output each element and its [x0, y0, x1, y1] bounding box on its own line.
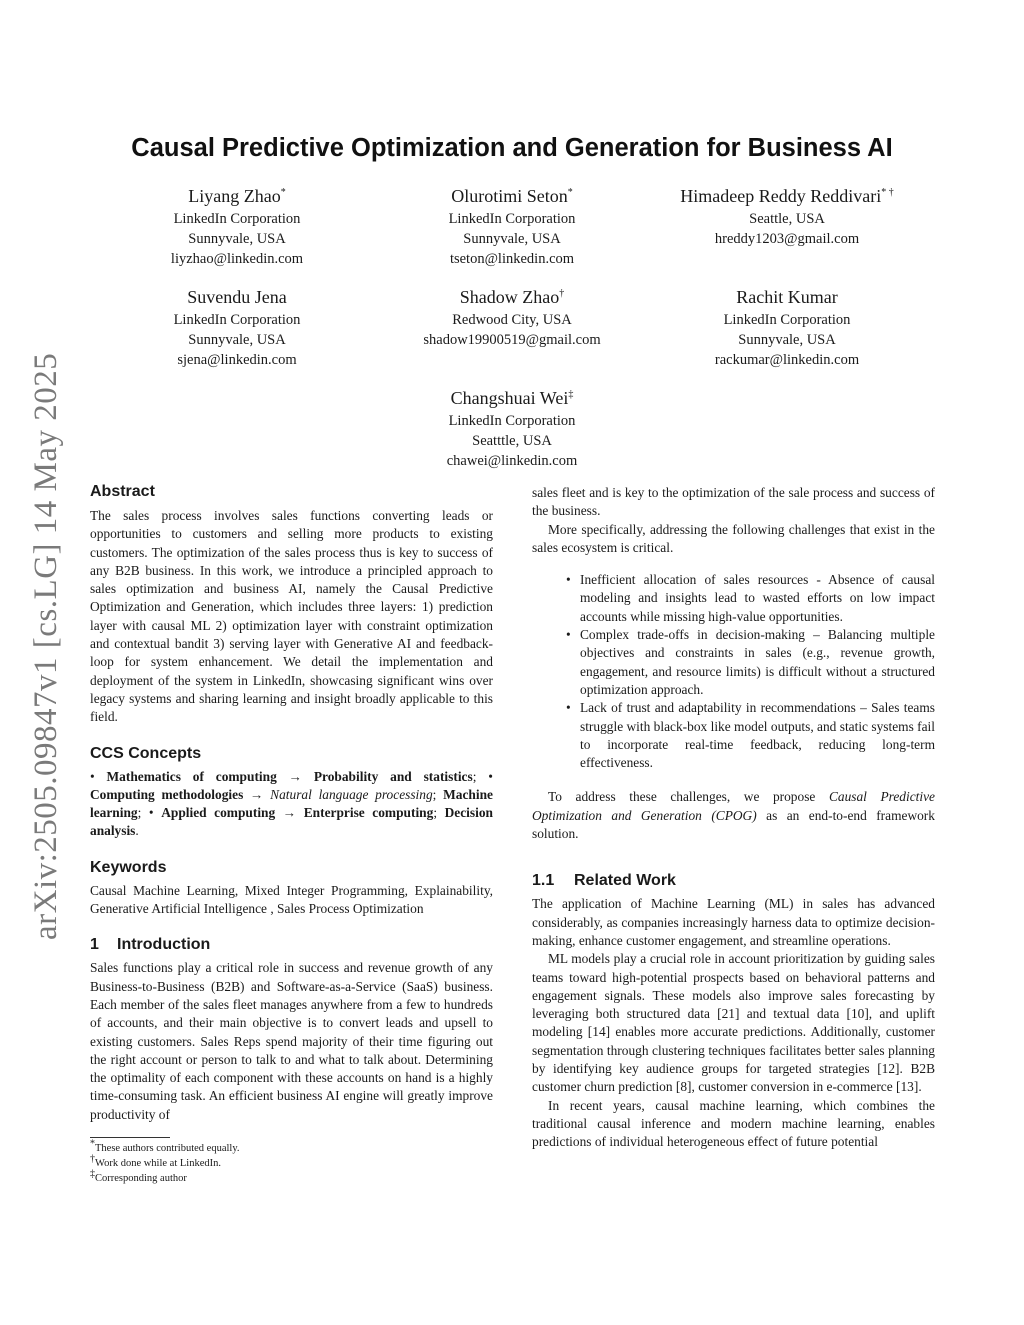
author-name: Shadow Zhao† — [459, 287, 565, 307]
author-affiliation: LinkedIn Corporation — [448, 211, 576, 227]
author-name: Changshuai Wei‡ — [450, 388, 574, 408]
author-email: chawei@linkedin.com — [446, 453, 578, 469]
author-location: Sunnyvale, USA — [738, 332, 836, 348]
paper-title: Causal Predictive Optimization and Generation for Business AI — [131, 134, 893, 162]
list-item: • Complex trade-offs in decision-making – Balancing multiple objectives and constraints in sales (e.g., revenue growth, engagement, and resource limits) is difficult without a structured optimization approach. — [580, 626, 935, 699]
footnote-equal-contribution: *These authors contributed equally. — [90, 1138, 240, 1154]
arxiv-identifier: arXiv:2505.09847v1 [cs.LG] 14 May 2025 — [28, 352, 64, 940]
author-name: Liyang Zhao* — [188, 186, 286, 206]
author-email: sjena@linkedin.com — [177, 352, 297, 368]
author-email: liyzhao@linkedin.com — [170, 251, 304, 267]
author-email: rackumar@linkedin.com — [714, 352, 860, 368]
author-liyang-zhao — [107, 184, 367, 269]
related-work-heading: 1.1 Related Work — [532, 872, 676, 890]
author-affiliation: LinkedIn Corporation — [173, 312, 301, 328]
challenges-list — [532, 571, 935, 772]
author-rachit-kumar — [657, 285, 917, 370]
ccs-concepts: • Mathematics of computing → Probability and statistics; • Computing methodologies → Natural language processing; Machine learning; • Applied computing → Enterprise computing; Decision analysis. — [90, 768, 493, 839]
author-location: Seattle, USA — [749, 211, 825, 227]
keywords-heading: Keywords — [90, 858, 167, 876]
ccs-heading: CCS Concepts — [90, 744, 202, 762]
right-column — [532, 484, 935, 1152]
list-item: • Lack of trust and adaptability in recommendations – Sales teams struggle with black-box like model outputs, and static systems fail to incorporate real-time feedback, reducing long-term effectiveness. — [580, 699, 935, 772]
author-name: Suvendu Jena — [187, 287, 287, 307]
author-changshuai-wei — [382, 386, 642, 471]
related-paragraph-3: In recent years, causal machine learning, which combines the traditional causal inference and modern machine learning, enables predictions of individual heterogeneous effect of future potential — [532, 1097, 935, 1150]
author-email: hreddy1203@gmail.com — [714, 231, 860, 247]
author-location: Redwood City, USA — [452, 312, 572, 328]
keywords-text: Causal Machine Learning, Mixed Integer Programming, Explainability, Generative Artificial Intelligence , Sales Process Optimization — [90, 882, 493, 917]
abstract-text: The sales process involves sales functions converting leads or opportunities to customers and selling more products to existing customers. The optimization of the sales process thus is key to success of any B2B business. In this work, we introduce a principled approach to sales optimization and business AI, namely the Causal Predictive Optimization and Generation, which includes three layers: 1) prediction layer with causal ML 2) optimization layer with constraint optimization and contextual bandit 3) serving layer with Generative AI and feedback-loop for system enhancement. We detail the implementation and deployment of the system in LinkedIn, showcasing significant wins over legacy systems and sharing learning and insight broadly applicable to this field. — [90, 508, 493, 725]
right-paragraph-3: To address these challenges, we propose Causal Predictive Optimization and Generation (CPOG) as an end-to-end framework solution. — [532, 789, 935, 842]
right-paragraph-2: More specifically, addressing the following challenges that exist in the sales ecosystem is critical. — [532, 521, 935, 555]
list-item: • Inefficient allocation of sales resources - Absence of causal modeling and insights lead to wasted efforts on low impact accounts while missing high-value opportunities. — [580, 571, 935, 626]
author-shadow-zhao — [382, 285, 642, 350]
author-name: Himadeep Reddy Reddivari* † — [680, 186, 894, 206]
related-paragraph-1: The application of Machine Learning (ML) in sales has advanced considerably, as companies increasingly harness data to optimize decision-making, enhance customer engagement, and streamline operations. — [532, 896, 935, 948]
footnote-rule — [90, 1137, 170, 1138]
right-paragraph-1: sales fleet and is key to the optimization of the sale process and success of the business. — [532, 485, 935, 519]
author-location: Sunnyvale, USA — [188, 332, 286, 348]
footnotes — [90, 1138, 493, 1186]
author-name: Olurotimi Seton* — [451, 186, 573, 206]
author-location: Sunnyvale, USA — [463, 231, 561, 247]
author-himadeep-reddivari — [647, 184, 927, 249]
author-affiliation: LinkedIn Corporation — [173, 211, 301, 227]
author-email: shadow19900519@gmail.com — [423, 332, 601, 348]
related-paragraph-2: ML models play a crucial role in account prioritization by guiding sales teams toward high-potential prospects based on behavioral patterns and engagement signals. These models also improve sales forecasting by leveraging both structured data [21] and textual data [10], and uplift modeling [14] enables more accurate predictions. Additionally, customer segmentation through clustering techniques facilitates better sales planning by identifying key audience groups for targeted strategies [12]. B2B customer churn prediction [8], customer conversion in e-commerce [13]. — [532, 951, 935, 1095]
author-suvendu-jena — [107, 285, 367, 370]
author-affiliation: LinkedIn Corporation — [448, 413, 576, 429]
introduction-text: Sales functions play a critical role in success and revenue growth of any Business-to-Business (B2B) and Software-as-a-Service (SaaS) business. Each member of the sales fleet manages anywhere from a few to hundreds of accounts, and their main objective is to convert leads and upsell to existing customers. Sales Reps spend majority of their time figuring out the right account or person to talk to and what to talk about. Determining the optimality of each component with these accounts on hand is a highly time-consuming task. An efficient business AI engine will greatly improve productivity of — [90, 960, 493, 1122]
author-olurotimi-seton — [382, 184, 642, 269]
author-location: Sunnyvale, USA — [188, 231, 286, 247]
footnote-linkedin: †Work done while at LinkedIn. — [90, 1153, 221, 1169]
author-email: tseton@linkedin.com — [449, 251, 575, 267]
introduction-heading: 1 Introduction — [90, 936, 211, 954]
author-name: Rachit Kumar — [736, 287, 838, 307]
left-column — [90, 482, 493, 1124]
footnote-corresponding: ‡Corresponding author — [90, 1168, 187, 1184]
author-affiliation: LinkedIn Corporation — [723, 312, 851, 328]
abstract-heading: Abstract — [90, 483, 155, 500]
author-location: Seatttle, USA — [472, 433, 552, 449]
